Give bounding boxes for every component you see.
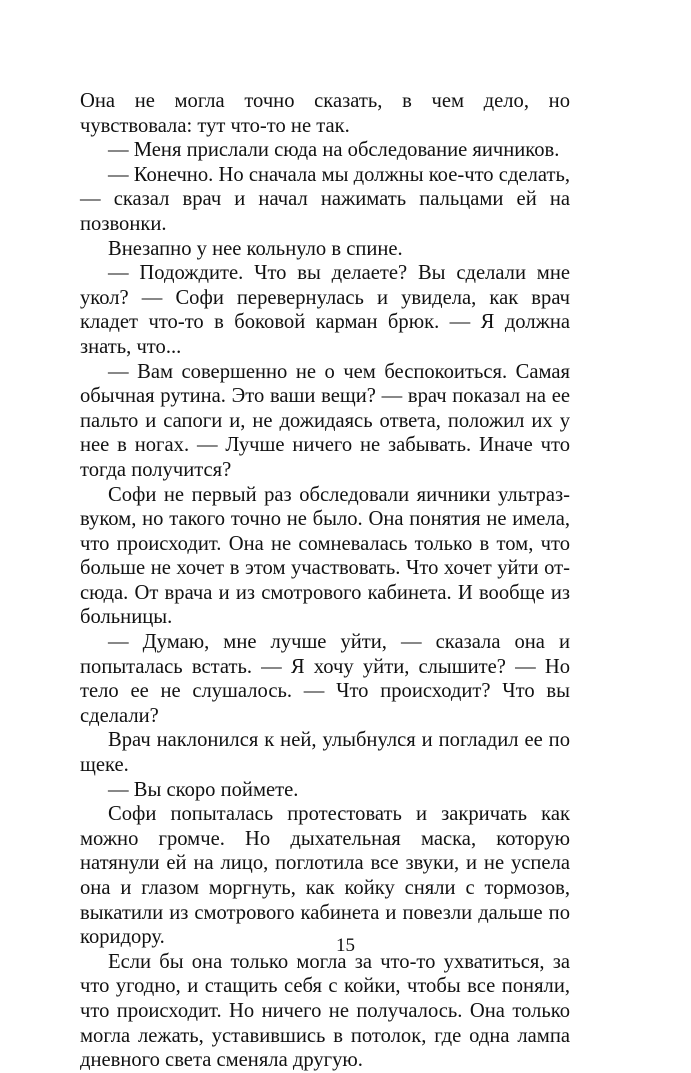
paragraph: — Конечно. Но сначала мы должны кое-что сделать, — сказал врач и начал нажимать пальцами ей на позвонки. xyxy=(80,163,570,235)
paragraph: — Меня прислали сюда на обследование яичников. xyxy=(108,139,560,162)
paragraph: — Вы скоро поймете. xyxy=(108,778,299,801)
paragraph: Если бы она только могла за что-то ухватиться, за что угодно, и стащить себя с койки, чтобы все поняли, что происходит. Но ничего не получалось. Она только могла лежать, уставившись в потолок, где одна лампа дневного света сменяла другую. xyxy=(80,950,570,1072)
paragraph: — Думаю, мне лучше уйти, — сказала она и попыталась встать. — Я хочу уйти, слышите? — Но тело ее не слушалось. — Что происходит? Что вы сделали? xyxy=(80,631,570,727)
body-text xyxy=(80,89,570,1073)
page-number: 15 xyxy=(336,935,355,956)
paragraph: — Вам совершенно не о чем беспокоиться. Самая обычная рутина. Это ваши вещи? — врач показал на ее пальто и сапоги и, не дожидаясь ответа, положил их у нее в ногах. — Лучше ничего не забывать. Иначе что тогда получится? xyxy=(80,360,570,481)
paragraph: Софи не первый раз обследовали яичники ультразвуком, но такого точно не было. Она понятия не имела, что происходит. Она не сомневалась только в том, что больше не хочет в этом участвовать. Что хочет уйти отсюда. От врача и из смотрового кабинета. И вообще из больницы. xyxy=(80,483,570,629)
paragraph: Врач наклонился к ней, улыбнулся и погладил ее по щеке. xyxy=(80,729,570,777)
paragraph: — Подождите. Что вы делаете? Вы сделали мне укол? — Софи перевернулась и увидела, как врач кладет что-то в боковой карман брюк. — Я должна знать, что... xyxy=(80,262,570,358)
paragraph: Внезапно у нее кольнуло в спине. xyxy=(108,237,403,260)
paragraph: Она не могла точно сказать, в чем дело, но чувствовала: тут что-то не так. xyxy=(80,90,570,137)
paragraph: Софи попыталась протестовать и закричать как можно громче. Но дыхательная маска, которую натянули ей на лицо, поглотила все звуки, и не успела она и глазом моргнуть, как койку сняли с тормозов, выкатили из смотрового кабинета и повезли дальше по коридору. xyxy=(80,803,570,949)
